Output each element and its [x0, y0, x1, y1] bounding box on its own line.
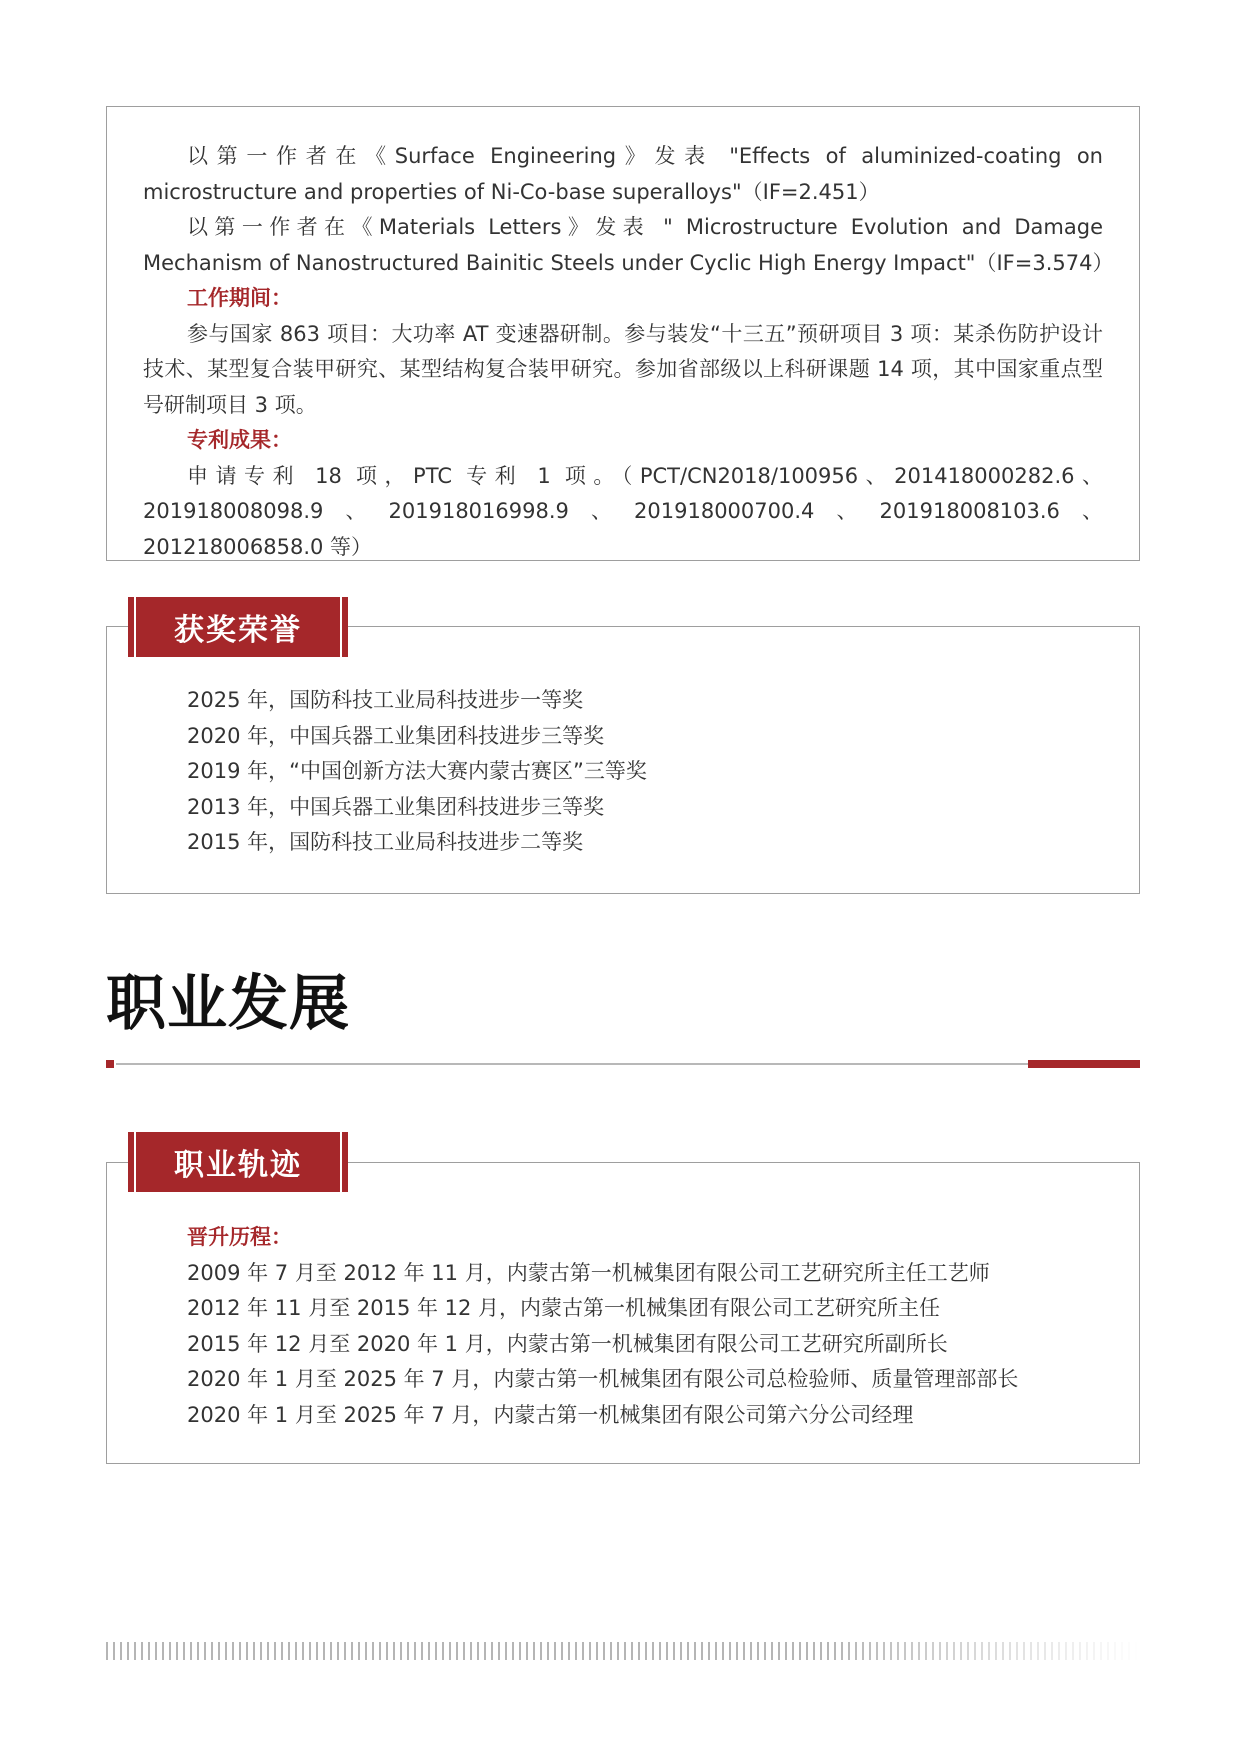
career-box: [106, 1162, 1140, 1464]
section-title-rule: [106, 1059, 1140, 1069]
career-item: 2015 年 12 月至 2020 年 1 月，内蒙古第一机械集团有限公司工艺研究所副所长: [187, 1331, 948, 1356]
work-period-heading: 工作期间：: [187, 286, 292, 310]
patent-text: 申请专利 18 项，PTC 专利 1 项。（PCT/CN2018/100956、201418000282.6、201918008098.9、201918016998.9、201918000700.4、201918008103.6、201218006858.0 等）: [143, 463, 1103, 559]
rule-line: [116, 1063, 1028, 1065]
section-title: 职业发展: [106, 969, 350, 1039]
research-content: [143, 139, 1114, 565]
career-item: 2009 年 7 月至 2012 年 11 月，内蒙古第一机械集团有限公司工艺研究所主任工艺师: [187, 1260, 990, 1285]
award-item: 2013 年，中国兵器工业集团科技进步三等奖: [187, 794, 605, 819]
awards-section-tab: [128, 597, 348, 657]
rule-dot: [106, 1060, 114, 1068]
awards-box: [106, 626, 1140, 894]
award-item: 2020 年，中国兵器工业集团科技进步三等奖: [187, 723, 605, 748]
research-box: [106, 106, 1140, 561]
career-list: [143, 1220, 1103, 1433]
paper-entry: 以第一作者在《Surface Engineering》发表 "Effects of aluminized-coating on microstructure and properties of Ni-Co-base superalloys"（IF=2.451）: [143, 144, 1103, 204]
career-item: 2020 年 1 月至 2025 年 7 月，内蒙古第一机械集团有限公司总检验师、质量管理部部长: [187, 1367, 1019, 1391]
career-section-tab: [128, 1132, 348, 1192]
career-item: 2020 年 1 月至 2025 年 7 月，内蒙古第一机械集团有限公司第六分公司经理: [187, 1402, 914, 1427]
award-item: 2015 年，国防科技工业局科技进步二等奖: [187, 830, 584, 854]
award-item: 2019 年，“中国创新方法大赛内蒙古赛区”三等奖: [187, 759, 647, 783]
footer-tick-decoration: [106, 1642, 1140, 1660]
promotion-heading: 晋升历程：: [187, 1225, 292, 1249]
career-item: 2012 年 11 月至 2015 年 12 月，内蒙古第一机械集团有限公司工艺研究所主任: [187, 1296, 941, 1320]
paper-entry: 以第一作者在《Materials Letters》发表 " Microstructure Evolution and Damage Mechanism of Nanostructured Bainitic Steels under Cyclic High Energy Impact"（IF=3.574）: [143, 215, 1114, 275]
award-item: 2025 年，国防科技工业局科技进步一等奖: [187, 688, 584, 712]
career-tab-label: 职业轨迹: [174, 1148, 302, 1183]
patent-heading: 专利成果：: [187, 428, 292, 452]
awards-list: [143, 683, 1103, 861]
awards-tab-label: 获奖荣誉: [174, 613, 302, 648]
rule-accent-bar: [1028, 1060, 1140, 1068]
work-period-text: 参与国家 863 项目：大功率 AT 变速器研制。参与装发“十三五”预研项目 3 项：某杀伤防护设计技术、某型复合装甲研究、某型结构复合装甲研究。参加省部级以上科研课题 14 项，其中国家重点型号研制项目 3 项。: [143, 321, 1103, 417]
